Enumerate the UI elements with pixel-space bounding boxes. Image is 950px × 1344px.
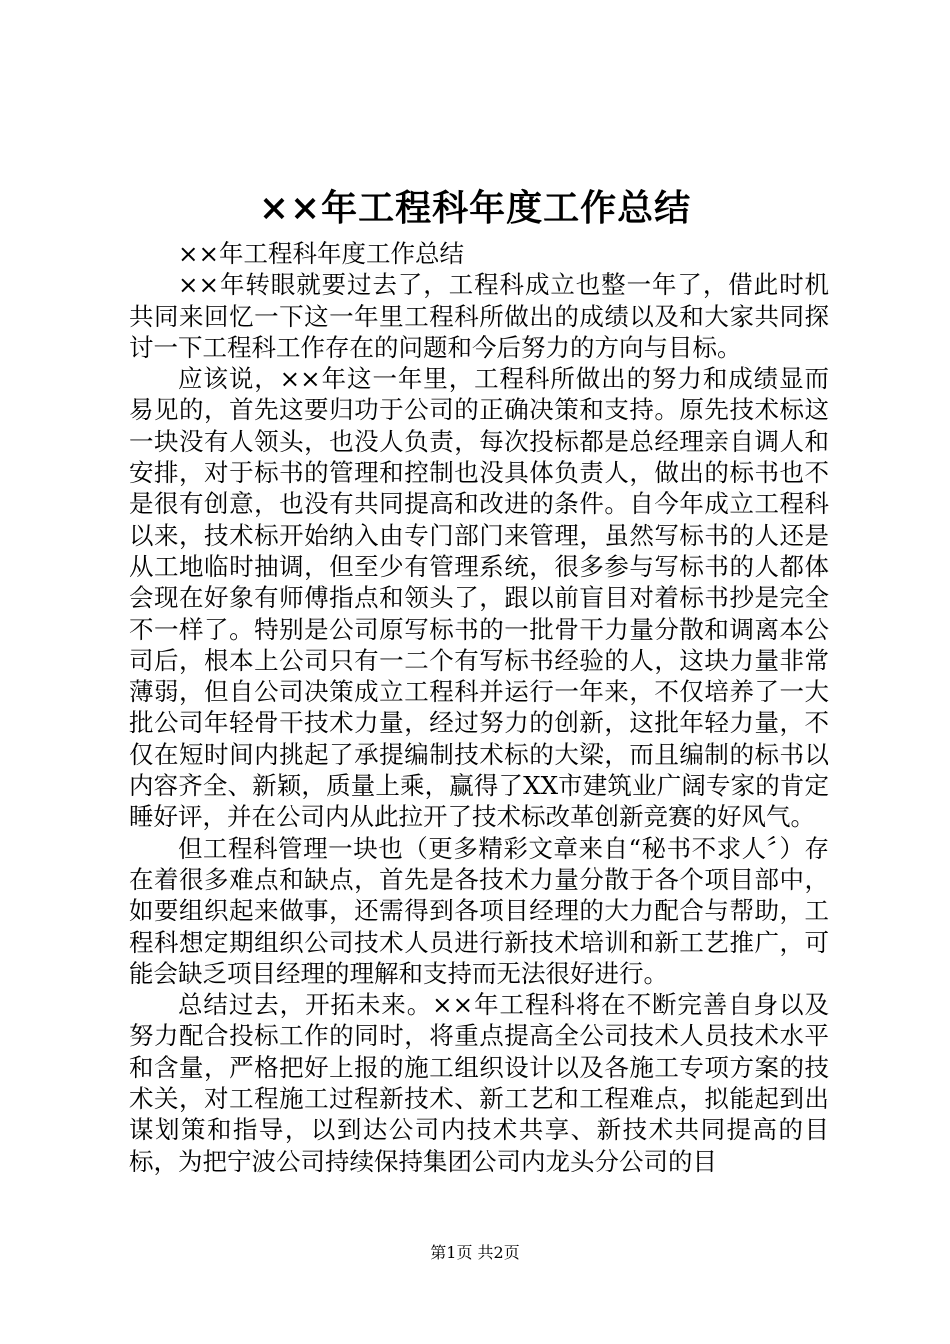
paragraph-achievements: 应该说，××年这一年里，工程科所做出的努力和成绩显而易见的，首先这要归功于公司的正确决策和支持。原先技术标这一块没有人领头，也没人负责，每次投标都是总经理亲自调人和安排，对于标书的管理和控制也没具体负责人，做出的标书也不是很有创意，也没有共同提高和改进的条件。自今年成立工程科以来，技术标开始纳入由专门部门来管理，虽然写标书的人还是从工地临时抽调，但至少有管理系统，很多参与写标书的人都体会现在好象有师傅指点和领头了，跟以前盲目对着标书抄是完全不一样了。特别是公司原写标书的一批骨干力量分散和调离本公司后，根本上公司只有一二个有写标书经验的人，这块力量非常薄弱，但自公司决策成立工程科并运行一年来，不仅培养了一大批公司年轻骨干技术力量，经过努力的创新，这批年轻力量，不仅在短时间内挑起了承提编制技术标的大梁，而且编制的标书以内容齐全、新颖，质量上乘，赢得了XX市建筑业广阔专家的肯定睡好评，并在公司内从此拉开了技术标改革创新竞赛的好风气。 [129,364,829,832]
document-title: ××年工程科年度工作总结 [258,187,692,229]
paragraph-problems: 但工程科管理一块也（更多精彩文章来自“秘书不求人〞）存在着很多难点和缺点，首先是各技术力量分散于各个项目部中，如要组织起来做事，还需得到各项目经理的大力配合与帮助，工程科想定期组织公司技术人员进行新技术培训和新工艺推广，可能会缺乏项目经理的理解和支持而无法很好进行。 [129,833,829,988]
page-number-footer: 第1页 共2页 [430,1243,520,1262]
paragraph-intro: ××年转眼就要过去了，工程科成立也整一年了，借此时机共同来回忆一下这一年里工程科所做出的成绩以及和大家共同探讨一下工程科工作存在的问题和今后努力的方向与目标。 [129,270,829,362]
document-body [129,238,829,1177]
paragraph-future-plans: 总结过去，开拓未来。××年工程科将在不断完善自身以及努力配合投标工作的同时，将重点提高全公司技术人员技术水平和含量，严格把好上报的施工组织设计以及各施工专项方案的技术关，对工程施工过程新技术、新工艺和工程难点，拟能起到出谋划策和指导，以到达公司内技术共享、新技术共同提高的目标，为把宁波公司持续保持集团公司内龙头分公司的目 [129,990,829,1176]
paragraph-subtitle: ××年工程科年度工作总结 [178,239,465,268]
